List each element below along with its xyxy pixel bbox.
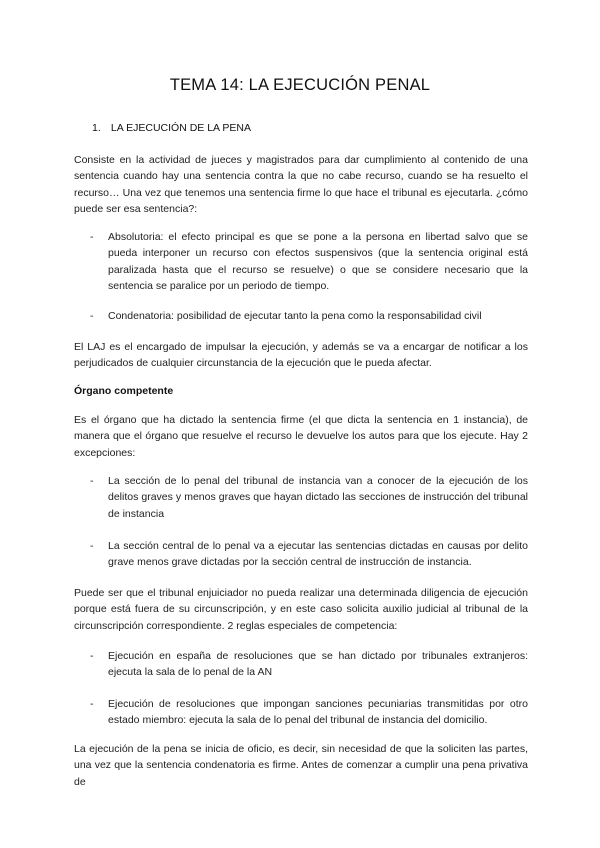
list-bullet: -: [90, 650, 94, 662]
list-bullet: -: [90, 540, 94, 552]
paragraph-oficio: La ejecución de la pena se inicia de oficio, es decir, sin necesidad de que la soliciten las partes, una vez que la sentencia condenatoria es firme. Antes de comenzar a cumplir una pena privativa de: [74, 743, 528, 788]
list-bullet: -: [90, 475, 94, 487]
list-bullet: -: [90, 310, 94, 322]
list-item-excepcion-2: La sección central de lo penal va a ejecutar las sentencias dictadas en causas por delito grave menos grave dictadas por la sección central de instrucción de instancia.: [108, 540, 528, 569]
section-label: LA EJECUCIÓN DE LA PENA: [110, 122, 251, 134]
section-number: 1.: [92, 122, 101, 134]
paragraph-organo: Es el órgano que ha dictado la sentencia firme (el que dicta la sentencia en 1 instancia), de manera que el órgano que resuelve el recurso le devuelve los autos para que los ejecute. Hay 2 excepciones:: [74, 414, 528, 459]
paragraph-auxilio: Puede ser que el tribunal enjuiciador no pueda realizar una determinada diligencia de ejecución porque está fuera de su circunscripción, y en este caso solicita auxilio judicial al tribunal de la circunscripción correspondiente. 2 reglas especiales de competencia:: [74, 587, 528, 632]
paragraph-intro: Consiste en la actividad de jueces y magistrados para dar cumplimiento al contenido de una sentencia cuando hay una sentencia contra la que no cabe recurso, cuando se ha resuelto el recurso… Una vez que tenemos una sentencia firme lo que hace el tribunal es ejecutarla. ¿cómo puede ser esa sentencia?:: [74, 154, 528, 215]
list-item-excepcion-1: La sección de lo penal del tribunal de instancia van a conocer de la ejecución de los delitos graves y menos graves que hayan dictado las secciones de instrucción del tribunal de instancia: [108, 475, 528, 520]
list-bullet: -: [90, 231, 94, 243]
list-bullet: -: [90, 698, 94, 710]
page-title: TEMA 14: LA EJECUCIÓN PENAL: [169, 76, 431, 94]
list-item-regla-2: Ejecución de resoluciones que impongan sanciones pecuniarias transmitidas por otro estado miembro: ejecuta la sala de lo penal del tribunal de instancia del domicilio.: [108, 698, 528, 727]
list-item-regla-1: Ejecución en españa de resoluciones que se han dictado por tribunales extranjeros: ejecuta la sala de lo penal de la AN: [108, 650, 528, 679]
section-heading: [92, 122, 251, 134]
list-item-condenatoria: Condenatoria: posibilidad de ejecutar tanto la pena como la responsabilidad civil: [108, 310, 482, 322]
list-item-absolutoria: Absolutoria: el efecto principal es que se pone a la persona en libertad salvo que se pueda interponer un recurso con efectos suspensivos (que la sentencia original está paralizada hasta que el recurso se resuelve) o que se considere necesario que la sentencia se paralice por un periodo de tiempo.: [108, 231, 528, 292]
subheading-organo: Órgano competente: [74, 385, 174, 397]
paragraph-laj: El LAJ es el encargado de impulsar la ejecución, y además se va a encargar de notificar a los perjudicados de cualquier circunstancia de la ejecución que le pueda afectar.: [74, 341, 528, 370]
